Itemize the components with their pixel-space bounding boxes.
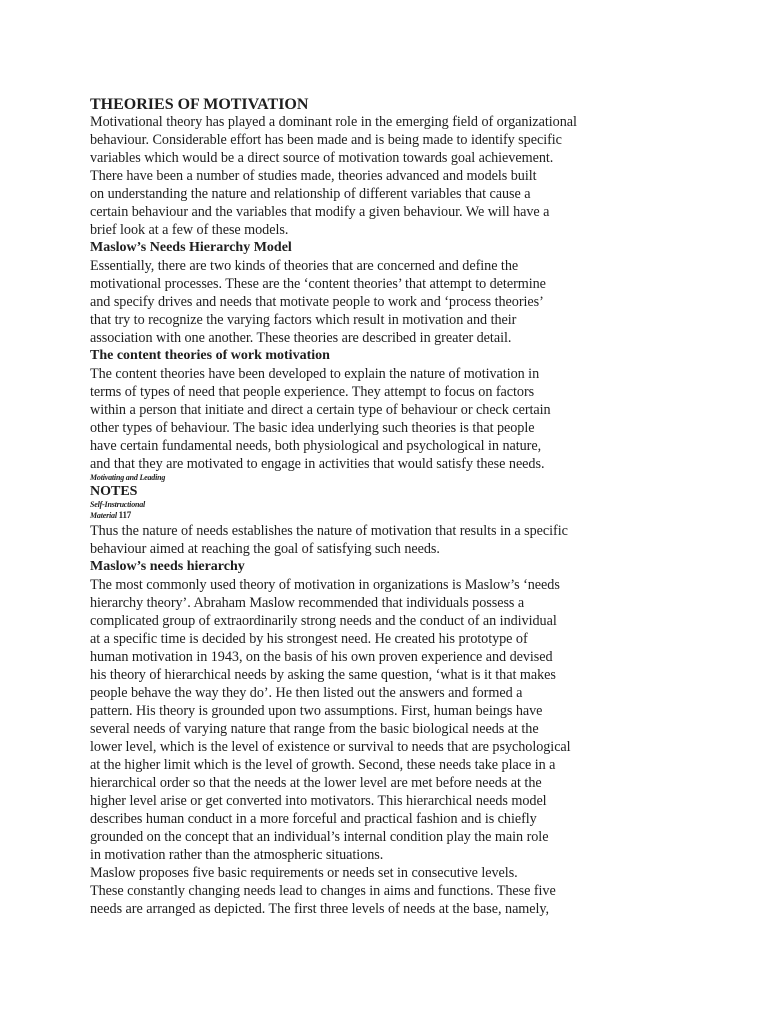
document-title: THEORIES OF MOTIVATION — [90, 96, 309, 113]
text-line: variables which would be a direct source of motivation towards goal achievement. — [90, 150, 554, 166]
text-line: in motivation rather than the atmospheric situations. — [90, 847, 384, 863]
text-line: hierarchical order so that the needs at the lower level are met before needs at the — [90, 775, 542, 791]
text-line: at the higher limit which is the level of growth. Second, these needs take place in a — [90, 757, 556, 773]
text-line: that try to recognize the varying factors which result in motivation and their — [90, 312, 517, 328]
section-heading-maslow-model: Maslow’s Needs Hierarchy Model — [90, 240, 292, 255]
page-number: 117 — [118, 510, 132, 520]
text-line: pattern. His theory is grounded upon two assumptions. First, human beings have — [90, 703, 543, 719]
text-line: behaviour aimed at reaching the goal of satisfying such needs. — [90, 541, 440, 557]
text-line: human motivation in 1943, on the basis of his own proven experience and devised — [90, 649, 553, 665]
text-line: within a person that initiate and direct a certain type of behaviour or check certain — [90, 402, 551, 418]
text-line: motivational processes. These are the ‘content theories’ that attempt to determine — [90, 276, 546, 292]
notes-label: NOTES — [90, 484, 138, 499]
text-line: The content theories have been developed to explain the nature of motivation in — [90, 366, 540, 382]
text-line: his theory of hierarchical needs by asking the same question, ‘what is it that makes — [90, 667, 556, 683]
text-line: There have been a number of studies made, theories advanced and models built — [90, 168, 537, 184]
text-line: Thus the nature of needs establishes the nature of motivation that results in a specific — [90, 523, 568, 539]
text-line: These constantly changing needs lead to changes in aims and functions. These five — [90, 883, 556, 899]
section-heading-needs-hierarchy: Maslow’s needs hierarchy — [90, 559, 245, 574]
text-line: and that they are motivated to engage in activities that would satisfy these needs. — [90, 456, 545, 472]
text-line: Motivational theory has played a dominant role in the emerging field of organizational — [90, 114, 577, 130]
text-line: hierarchy theory’. Abraham Maslow recommended that individuals possess a — [90, 595, 525, 611]
text-line: and specify drives and needs that motivate people to work and ‘process theories’ — [90, 294, 544, 310]
margin-notes-block — [90, 473, 720, 520]
text-line: needs are arranged as depicted. The first three levels of needs at the base, namely, — [90, 901, 550, 917]
text-line: brief look at a few of these models. — [90, 222, 289, 238]
content-theories-paragraph — [90, 365, 720, 473]
text-line: several needs of varying nature that range from the basic biological needs at the — [90, 721, 539, 737]
after-notes-paragraph — [90, 522, 720, 558]
text-line: Maslow proposes five basic requirements or needs set in consecutive levels. — [90, 865, 518, 881]
text-line: at a specific time is decided by his strongest need. He created his prototype of — [90, 631, 528, 647]
text-line: complicated group of extraordinarily strong needs and the conduct of an individual — [90, 613, 557, 629]
document-page — [90, 95, 720, 918]
text-line: The most commonly used theory of motivation in organizations is Maslow’s ‘needs — [90, 577, 560, 593]
text-line: behaviour. Considerable effort has been made and is being made to identify specific — [90, 132, 562, 148]
self-instructional-label: Self-Instructional — [90, 500, 146, 509]
text-line: other types of behaviour. The basic idea underlying such theories is that people — [90, 420, 535, 436]
section-heading-content-theories: The content theories of work motivation — [90, 348, 330, 363]
text-line: terms of types of need that people experience. They attempt to focus on factors — [90, 384, 535, 400]
text-line: higher level arise or get converted into motivators. This hierarchical needs model — [90, 793, 547, 809]
running-head: Motivating and Leading — [90, 473, 166, 482]
text-line: lower level, which is the level of existence or survival to needs that are psychological — [90, 739, 571, 755]
maslow-model-paragraph — [90, 257, 720, 347]
text-line: Essentially, there are two kinds of theories that are concerned and define the — [90, 258, 519, 274]
text-line: on understanding the nature and relationship of different variables that cause a — [90, 186, 531, 202]
needs-hierarchy-paragraph — [90, 576, 720, 918]
text-line: have certain fundamental needs, both physiological and psychological in nature, — [90, 438, 542, 454]
intro-paragraph — [90, 113, 720, 239]
text-line: certain behaviour and the variables that modify a given behaviour. We will have a — [90, 204, 550, 220]
material-label: Material — [90, 511, 117, 520]
text-line: grounded on the concept that an individual’s internal condition play the main role — [90, 829, 549, 845]
text-line: describes human conduct in a more forceful and practical fashion and is chiefly — [90, 811, 537, 827]
material-page-label — [90, 510, 720, 520]
text-line: people behave the way they do’. He then listed out the answers and formed a — [90, 685, 523, 701]
text-line: association with one another. These theories are described in greater detail. — [90, 330, 512, 346]
